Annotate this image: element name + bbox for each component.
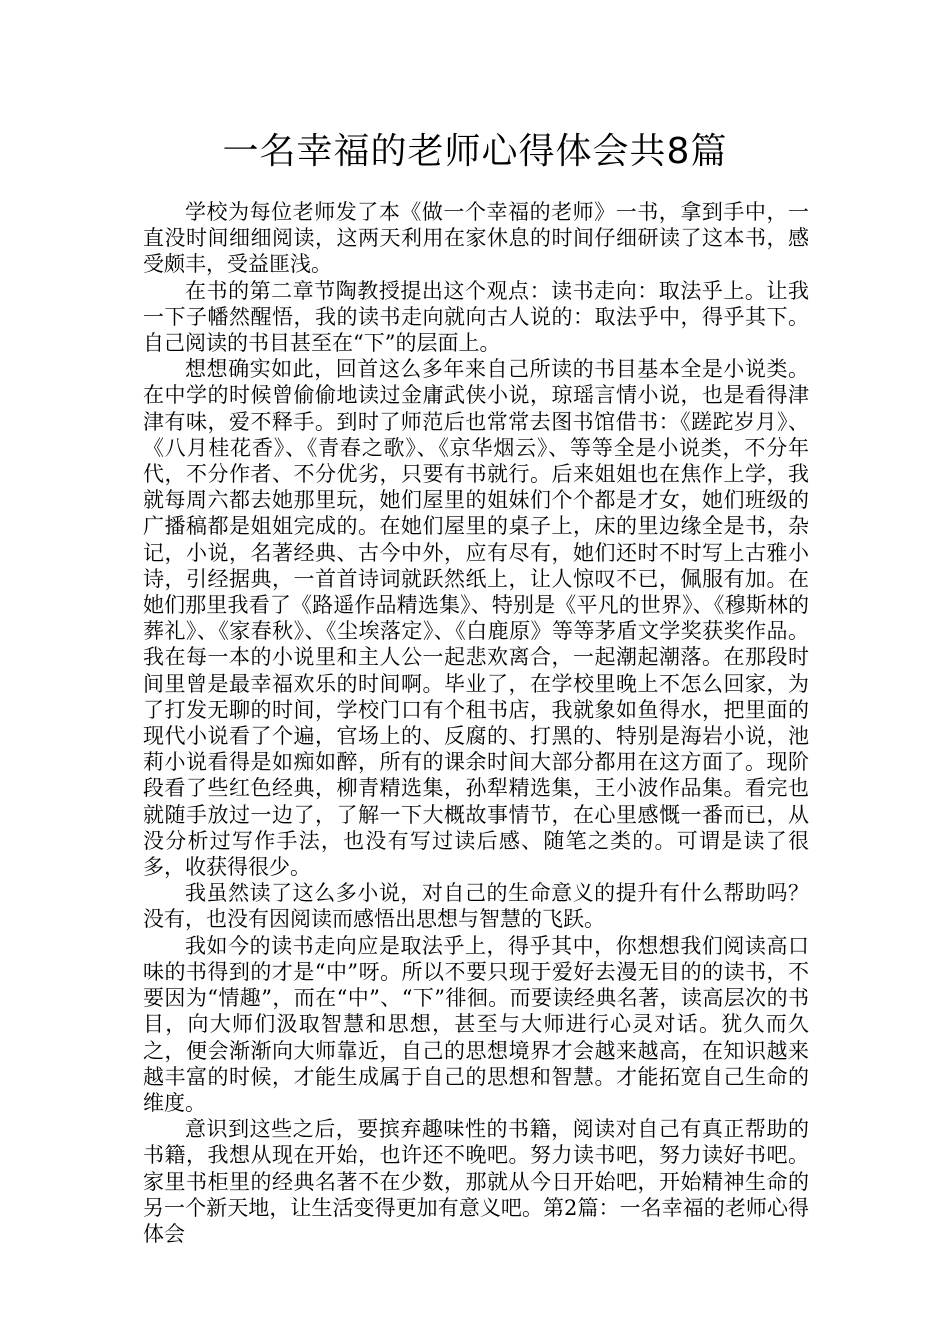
paragraph: 学校为每位老师发了本《做一个幸福的老师》一书，拿到手中，一直没时间细细阅读，这两天利用在家休息的时间仔细研读了这本书，感受颇丰，受益匪浅。 [143,200,809,277]
paragraph: 我如今的读书走向应是取法乎上，得乎其中，你想想我们阅读高口味的书得到的才是“中”呀。所以不要只现于爱好去漫无目的的读书，不要因为“情趣”，而在“中”、“下”徘徊。而要读经典名著，读高层次的书目，向大师们汲取智慧和思想，甚至与大师进行心灵对话。犹久而久之，便会渐渐向大师靠近，自己的思想境界才会越来越高，在知识越来越丰富的时候，才能生成属于自己的思想和智慧。才能拓宽自己生命的维度。 [143,933,809,1115]
paragraph: 意识到这些之后，要摈弃趣味性的书籍，阅读对自己有真正帮助的书籍，我想从现在开始，也许还不晚吧。努力读书吧，努力读好书吧。家里书柜里的经典名著不在少数，那就从今日开始吧，开始精神生命的另一个新天地，让生活变得更加有意义吧。第2篇：一名幸福的老师心得体会 [143,1117,809,1246]
paragraph: 在书的第二章节陶教授提出这个观点：读书走向：取法乎上。让我一下子幡然醒悟，我的读书走向就向古人说的：取法乎中，得乎其下。自己阅读的书目甚至在“下”的层面上。 [143,278,809,356]
paragraph: 想想确实如此，回首这么多年来自己所读的书目基本全是小说类。在中学的时候曾偷偷地读过金庸武侠小说，琼瑶言情小说，也是看得津津有味，爱不释手。到时了师范后也常常去图书馆借书：《蹉跎岁月》、《八月桂花香》、《青春之歌》、《京华烟云》、等等全是小说类，不分年代，不分作者、不分优劣，只要有书就行。后来姐姐也在焦作上学，我就每周六都去她那里玩，她们屋里的姐妹们个个都是才女，她们班级的广播稿都是姐姐完成的。在她们屋里的桌子上，床的里边缘全是书，杂记，小说，名著经典、古今中外，应有尽有，她们还时不时写上古雅小诗，引经据典，一首首诗词就跃然纸上，让人惊叹不已，佩服有加。在她们那里我看了《路遥作品精选集》、特别是《平凡的世界》、《穆斯林的葬礼》、《家春秋》、《尘埃落定》、《白鹿原》等等茅盾文学奖获奖作品。我在每一本的小说里和主人公一起悲欢离合，一起潮起潮落。在那段时间里曾是最幸福欢乐的时间啊。毕业了，在学校里晚上不怎么回家，为了打发无聊的时间，学校门口有个租书店，我就象如鱼得水，把里面的现代小说看了个遍，官场上的、反腐的、打黑的、特别是海岩小说，池莉小说看得是如痴如醉，所有的课余时间大部分都用在这方面了。现阶段看了些红色经典，柳青精选集，孙犁精选集，王小波作品集。看完也就随手放过一边了，了解一下大概故事情节，在心里感慨一番而已，从没分析过写作手法，也没有写过读后感、随笔之类的。可谓是读了很多，收获得很少。 [143,357,809,880]
document-title: 一名幸福的老师心得体会共8篇 [222,131,728,172]
document-body [143,199,809,1247]
paragraph: 我虽然读了这么多小说，对自己的生命意义的提升有什么帮助吗？没有，也没有因阅读而感悟出思想与智慧的飞跃。 [143,881,809,932]
